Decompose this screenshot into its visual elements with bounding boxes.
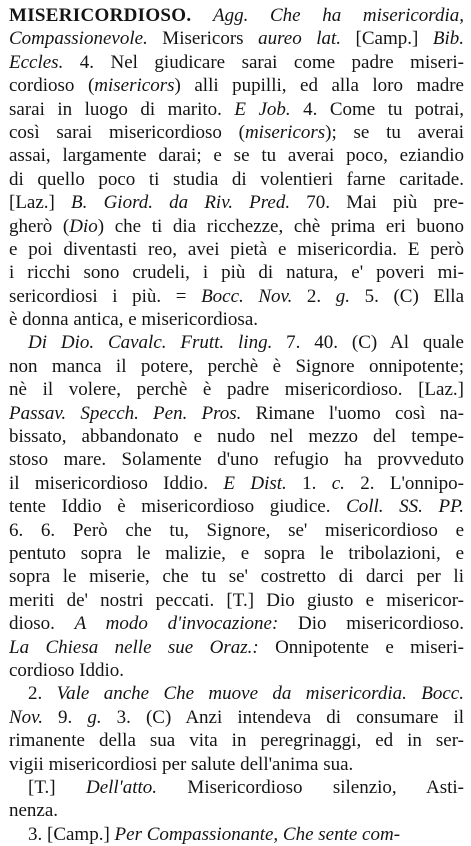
text-run: ); se tu averai [325,121,464,143]
text-run: bissato, abbandonato e nudo nel mezzo del tempe- [9,426,464,448]
text-run: sarai in luogo di marito. [9,98,235,120]
text-run: tente Iddio è misericordioso giudice. [9,496,347,518]
italic-text: Passav. Specch. Pen. Pros. [9,402,242,424]
text-line [9,238,464,261]
text-line [9,215,464,238]
italic-text: Dell'atto. [85,776,158,798]
text-line [9,448,464,471]
text-run: 4. Nel giudicare sarai come padre miseri- [63,51,464,73]
italic-text: Nov. [9,706,43,728]
text-run: così sarai misericordioso ( [9,121,245,143]
text-run: Misericordioso silenzio, Asti- [157,776,464,798]
text-run: rimanente della sua vita in peregrinaggi, ed in ser- [9,730,464,752]
italic-text: Dio [69,215,98,237]
text-run: [Laz.] [9,192,72,214]
text-run: Onnipotente e miseri- [258,636,464,658]
text-line [9,51,464,74]
text-run: Dio misericordioso. [278,613,464,635]
text-run: e poi diventasti reo, avei pietà e misericordia. E però [9,238,464,260]
text-line [9,753,464,776]
italic-text: Bib. [432,28,464,50]
text-run: [T.] [28,776,86,798]
text-run: sopra le miserie, che tu se' costretto di darci per li [9,566,464,588]
text-run: gherò ( [9,215,70,237]
text-line [9,121,464,144]
text-run: vigii misericordiosi per salute dell'anima sua. [9,753,354,775]
italic-text: g. [87,706,102,728]
text-line [9,589,464,612]
text-line [9,425,464,448]
italic-text: Bocc. Nov. [201,285,293,307]
italic-text: misericors [94,75,175,97]
italic-text: Vale anche Che muove da misericordia. Bocc. [56,683,464,705]
text-run: 6. 6. Però che tu, Signore, se' misericordioso e [9,519,464,541]
text-line [9,261,464,284]
text-line [9,4,464,27]
text-run: 2. [292,285,336,307]
text-run: 2. L'onnipo- [344,472,464,494]
text-run: 5. (C) Ella [350,285,464,307]
text-run: 70. Mai più pre- [290,192,464,214]
italic-text: g. [335,285,351,307]
italic-text: A modo d'invocazione: [74,613,279,635]
text-run: 4. Come tu potrai, [290,98,464,120]
text-line [9,612,464,635]
text-run: ) che ti dia ricchezze, chè prima eri buono [97,215,464,237]
text-line [9,542,464,565]
text-run: nè il volere, perchè è padre misericordioso. [Laz.] [9,379,464,401]
text-run [191,5,213,26]
text-line [9,823,464,846]
text-run: 7. 40. (C) Al quale [272,332,464,354]
text-run: 3. (C) Anzi intendeva di consumare il [101,706,464,728]
italic-text: Compassionevole. [9,28,148,50]
text-run: 3. [Camp.] [28,823,115,845]
text-line [9,495,464,518]
text-line [9,27,464,50]
text-run: pentuto sopra le malizie, e sopra le tribolazioni, e [9,542,464,564]
text-line [9,144,464,167]
italic-text: Per Compassionante, Che sente com- [114,823,401,845]
text-line [9,472,464,495]
text-line [9,285,464,308]
text-run: [Camp.] [341,28,433,50]
text-line [9,402,464,425]
italic-text: Coll. SS. PP. [346,496,464,518]
text-run: 2. [28,683,57,705]
text-run: dioso. [9,613,75,635]
italic-text: Eccles. [9,51,64,73]
text-line [9,636,464,659]
italic-text: c. [331,472,345,494]
text-line [9,519,464,542]
text-run: Misericors [147,28,259,50]
dictionary-entry [9,4,464,846]
text-line [9,799,464,822]
text-run: 1. [286,472,332,494]
text-line [9,682,464,705]
italic-text: E Dist. [223,472,287,494]
italic-text: Agg. Che ha misericordia, [213,5,464,26]
italic-text: B. Giord. da Riv. Pred. [71,192,291,214]
text-line [9,74,464,97]
italic-text: E Job. [234,98,291,120]
text-run: meriti de' nostri peccati. [T.] Dio giusto e misericor- [9,589,464,611]
headword: MISERICORDIOSO. [9,5,192,26]
text-run: Rimane l'uomo così na- [241,402,464,424]
italic-text: misericors [244,121,326,143]
entry-body [9,4,464,846]
text-run: è donna antica, e misericordiosa. [9,309,259,331]
text-run: stoso mare. Solamente d'uno refugio ha provveduto [9,449,464,471]
text-line [9,355,464,378]
text-run: di quello poco ti studia di volentieri farne caritade. [9,168,464,190]
italic-text: Di Dio. Cavalc. Frutt. ling. [28,332,273,354]
text-line [9,565,464,588]
italic-text: aureo lat. [258,28,342,50]
text-run: cordioso Iddio. [9,659,125,681]
text-line [9,706,464,729]
text-line [9,308,464,331]
text-run: i ricchi sono crudeli, i più di natura, e' poveri mi- [9,262,464,284]
text-line [9,776,464,799]
text-run: nenza. [9,800,59,822]
text-run: cordioso ( [9,75,95,97]
text-run: sericordiosi i più. = [9,285,202,307]
text-run: il misericordioso Iddio. [9,472,224,494]
text-line [9,98,464,121]
text-run: ) alli pupilli, ed alla loro madre [174,75,464,97]
text-run: assai, largamente darai; e se tu averai poco, eziandio [9,145,464,167]
text-line [9,191,464,214]
text-line [9,168,464,191]
text-line [9,331,464,354]
text-line [9,378,464,401]
italic-text: La Chiesa nelle sue Oraz.: [9,636,259,658]
text-run: 9. [42,706,88,728]
text-line [9,659,464,682]
text-line [9,729,464,752]
text-run: non manca il potere, perchè è Signore onnipotente; [9,355,464,377]
